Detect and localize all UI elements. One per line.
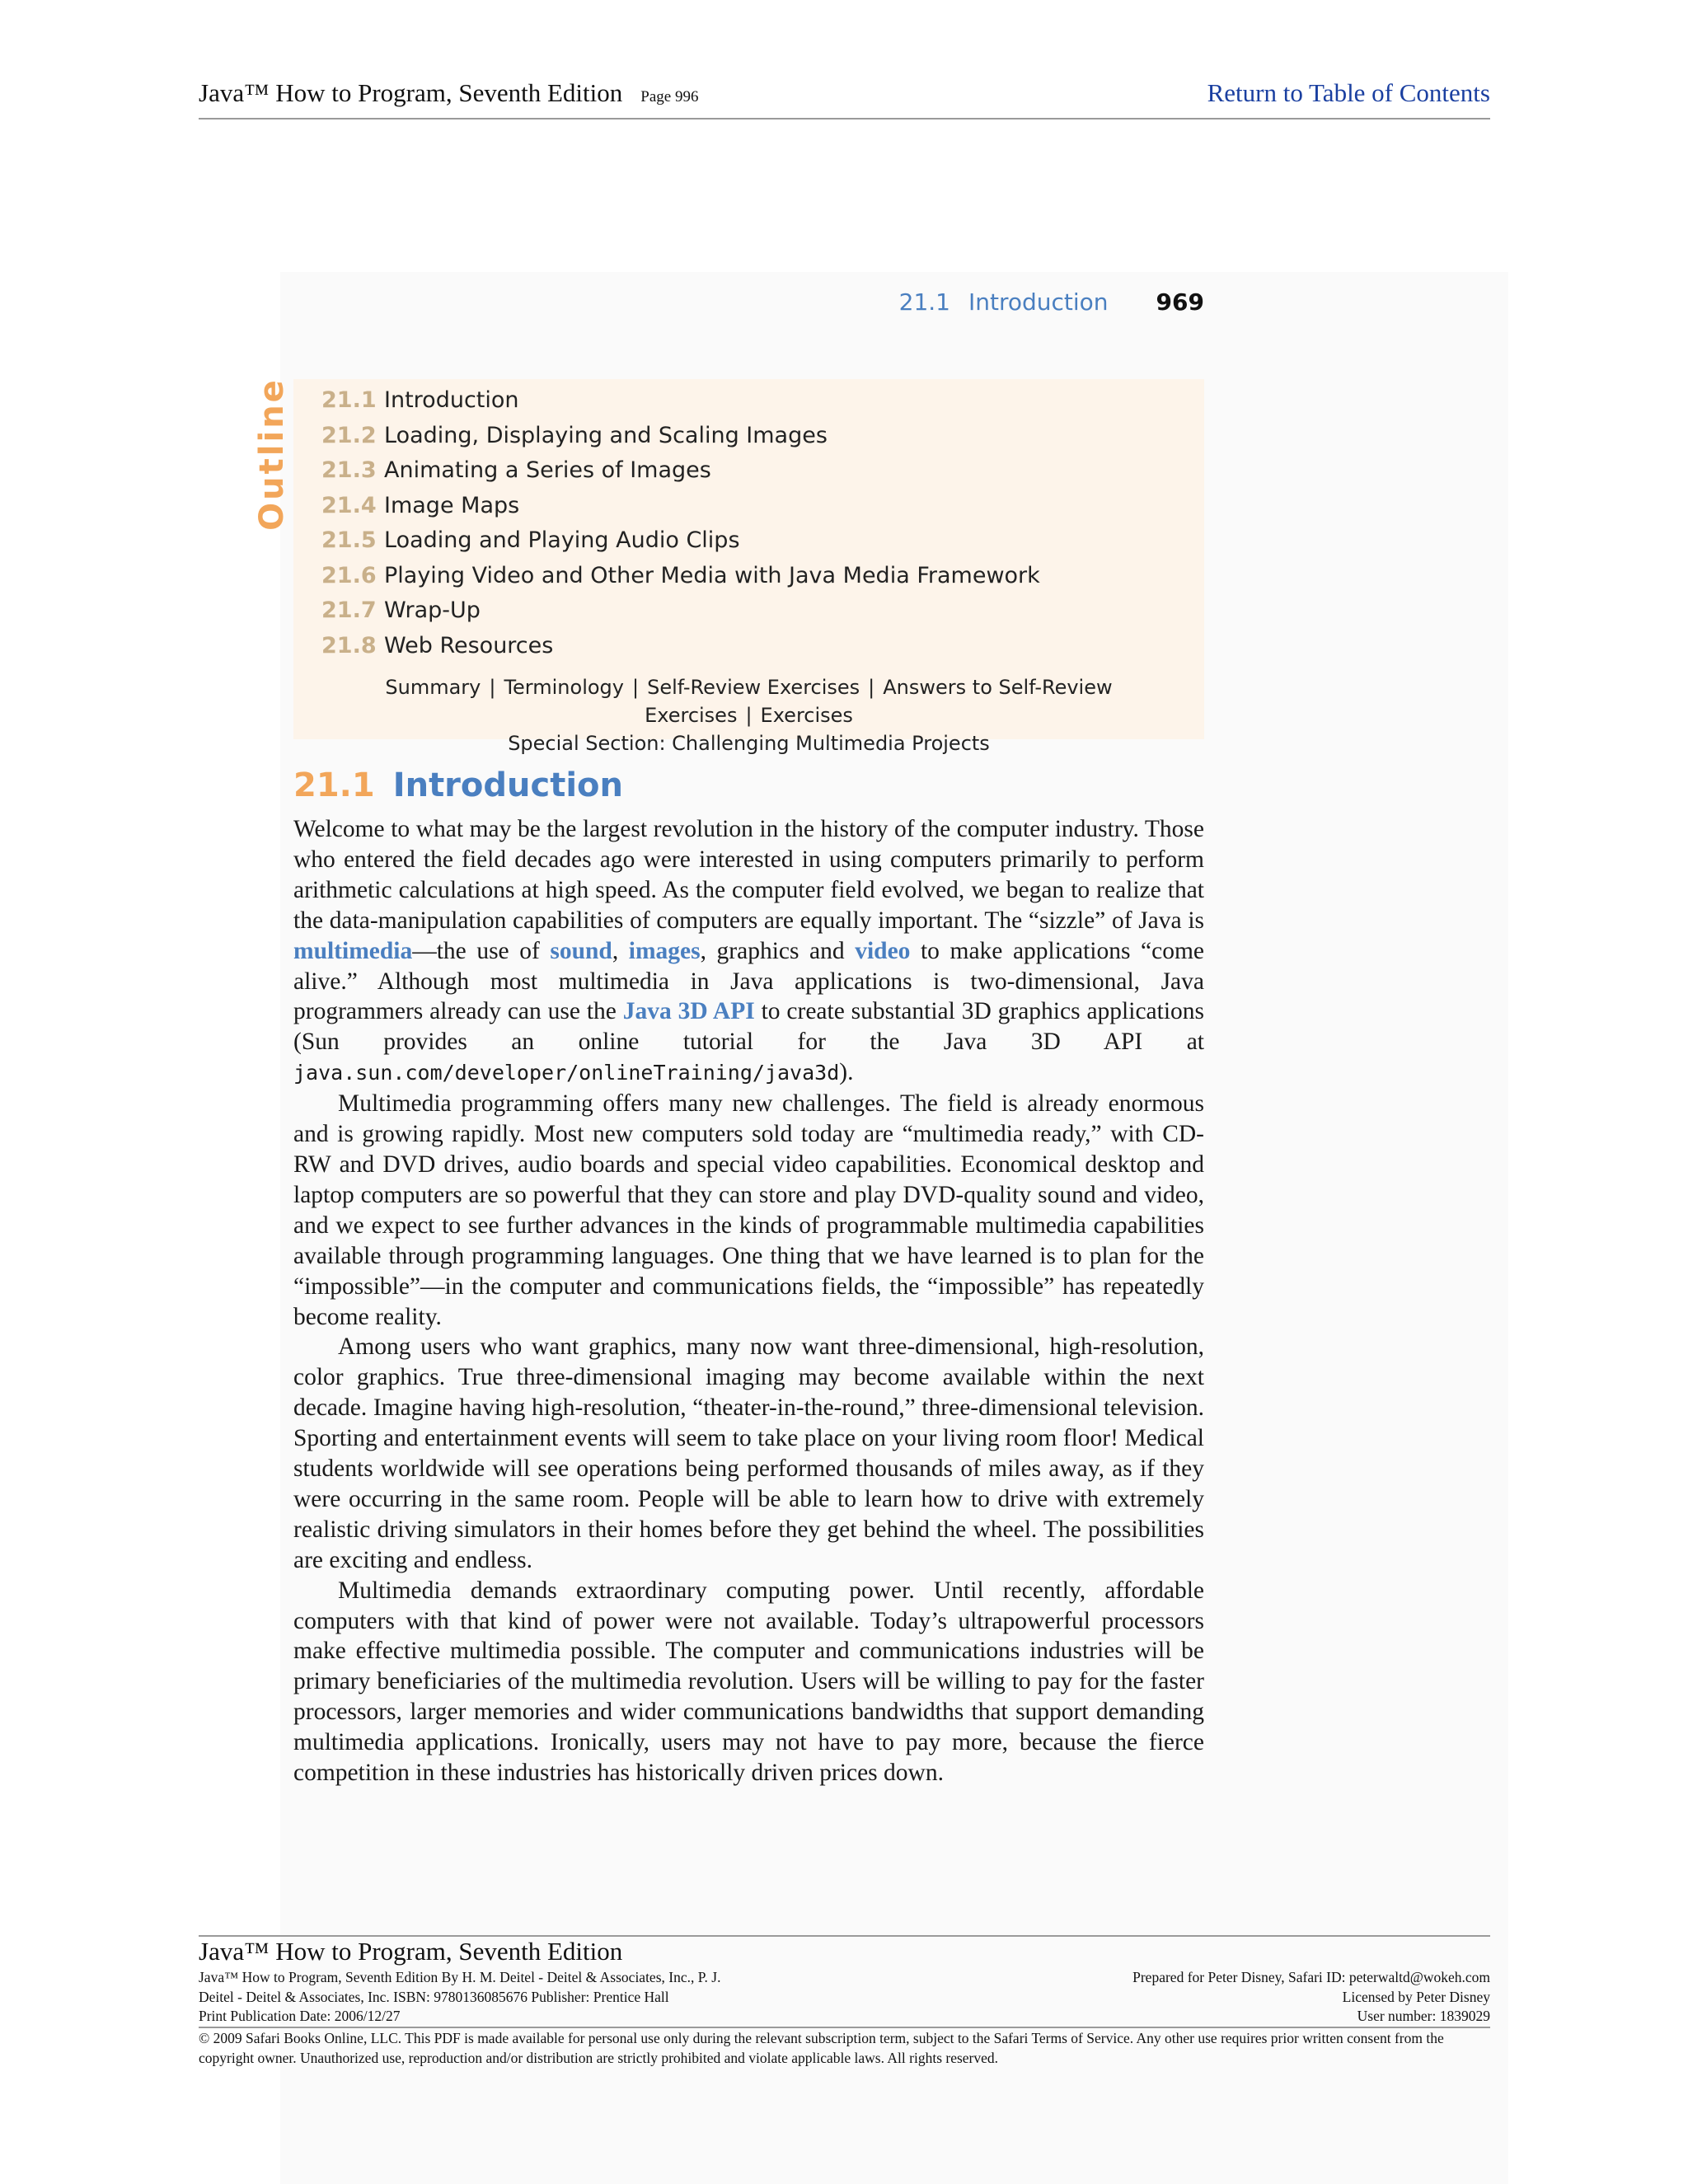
text-run: to create substantial 3D graphics applications (Sun provides an online tutorial for the Java 3D API at [293, 998, 1204, 1056]
header-page-number: Page 996 [640, 88, 699, 105]
outline-item[interactable] [321, 453, 1040, 489]
outline-list [321, 383, 1040, 663]
return-to-toc-link[interactable]: Return to Table of Contents [1207, 78, 1490, 107]
outline-item-label: Animating a Series of Images [384, 457, 711, 483]
running-head-section-number: 21.1 [898, 288, 950, 316]
text-run: Welcome to what may be the largest revolution in the history of the computer industry. Those who entered the field decades ago were interested in using computers primarily to perform arithmetic calculations at high speed. As the computer field evolved, we began to realize that the data-manipulation capabilities of computers are equally important. The “sizzle” of Java is [293, 816, 1204, 934]
outline-item-label: Loading, Displaying and Scaling Images [384, 422, 828, 448]
outline-label-text: Outline [253, 377, 291, 531]
text-run: —the use of [412, 937, 551, 964]
running-head [824, 288, 1204, 316]
header-title-text: Java™ How to Program, Seventh Edition [199, 78, 623, 107]
footer-publication-info [199, 1968, 720, 2027]
outline-item[interactable] [321, 383, 1040, 419]
outline-side-label [252, 377, 292, 531]
footer-right-line: Prepared for Peter Disney, Safari ID: peterwaltd@wokeh.com [1132, 1969, 1490, 1985]
outline-end-matter [293, 673, 1204, 757]
java3d-tutorial-url: java.sun.com/developer/onlineTraining/java3d [293, 1061, 840, 1085]
outline-answers-link[interactable]: Answers to Self-Review Exercises [645, 676, 1113, 727]
term-java-3d-api: Java 3D API [622, 998, 755, 1025]
outline-item[interactable] [321, 559, 1040, 594]
page-header [199, 78, 1490, 120]
header-book-title [199, 78, 698, 108]
outline-item-number: 21.8 [321, 632, 377, 658]
paragraph-3: Among users who want graphics, many now want three-dimensional, high-resolution, color graphics. True three-dimensional imaging may become available within the next decade. Imagine having high-resolution, “theater-in-the-round,” three-dimensional television. Sporting and entertainment events will seem to take place on your living room floor! Medical students worldwide will see operations being performed thousands of miles away, as if they were occurring in the same room. People will be able to learn how to drive with extremely realistic driving simulators in their homes before they get behind the wheel. The possibilities are exciting and endless. [293, 1333, 1204, 1573]
page-footer [199, 1935, 1490, 2066]
separator: | [745, 704, 753, 727]
footer-left-line: Deitel - Deitel & Associates, Inc. ISBN: 9780136085676 Publisher: Prentice Hall [199, 1988, 669, 2005]
section-heading [293, 766, 623, 804]
outline-item-label: Introduction [384, 387, 519, 413]
outline-summary-link[interactable]: Summary [385, 676, 481, 699]
outline-item-label: Wrap-Up [384, 598, 481, 623]
separator: | [868, 676, 875, 699]
outline-item[interactable] [321, 419, 1040, 454]
footer-book-title: Java™ How to Program, Seventh Edition [199, 1937, 623, 1966]
outline-self-review-link[interactable]: Self-Review Exercises [647, 676, 860, 699]
footer-left-line: Print Publication Date: 2006/12/27 [199, 2008, 401, 2024]
outline-special-section-link[interactable]: Special Section: Challenging Multimedia Projects [508, 732, 990, 755]
outline-end-links [293, 673, 1204, 729]
paragraph-1 [293, 814, 1204, 1089]
section-title: Introduction [392, 766, 623, 804]
term-images: images [628, 937, 701, 964]
outline-item-number: 21.2 [321, 422, 377, 448]
outline-exercises-link[interactable]: Exercises [760, 704, 853, 727]
outline-item[interactable] [321, 593, 1040, 629]
outline-item[interactable] [321, 489, 1040, 524]
text-run: to make applications “come alive.” Although most multimedia in Java applications is two-dimensional, Java programmers already can use the [293, 937, 1205, 1025]
separator: | [631, 676, 640, 699]
running-head-section-title: Introduction [968, 288, 1109, 316]
separator: | [489, 676, 496, 699]
outline-item-number: 21.6 [321, 562, 377, 588]
outline-item[interactable] [321, 523, 1040, 559]
outline-item-label: Loading and Playing Audio Clips [384, 527, 740, 553]
text-run: ). [839, 1059, 854, 1086]
text-run: , [612, 937, 629, 964]
paragraph-4: Multimedia demands extraordinary computing power. Until recently, affordable computers with that kind of power were not available. Today’s ultrapowerful processors make effective multimedia possible. The computer and communications industries will be primary beneficiaries of the multimedia revolution. Users will be willing to pay for the faster processors, larger memories and wider communications bandwidths that support demanding multimedia applications. Ironically, users may not have to pay more, because the fierce competition in these industries has historically driven prices down. [293, 1577, 1204, 1787]
footer-license-info [1132, 1968, 1490, 2027]
outline-item-number: 21.1 [321, 387, 377, 413]
outline-terminology-link[interactable]: Terminology [504, 676, 624, 699]
chapter-outline [293, 379, 1204, 755]
outline-item-label: Image Maps [384, 492, 520, 518]
text-run: , graphics and [700, 937, 856, 964]
footer-left-line: Java™ How to Program, Seventh Edition By H. M. Deitel - Deitel & Associates, Inc., P. J. [199, 1969, 721, 1985]
footer-copyright: © 2009 Safari Books Online, LLC. This PDF is made available for personal use only during the relevant subscription term, subject to the Safari Terms of Service. Any other use requires prior written consent from the copyright owner. Unauthorized use, reproduction and/or distribution are strictly prohibited and violate applicable laws. All rights reserved. [199, 2027, 1490, 2068]
outline-item-number: 21.5 [321, 527, 377, 553]
outline-item-number: 21.4 [321, 492, 377, 518]
outline-item-label: Playing Video and Other Media with Java Media Framework [384, 562, 1040, 588]
running-head-page-number: 969 [1156, 288, 1204, 316]
paragraph-2: Multimedia programming offers many new challenges. The field is already enormous and is growing rapidly. Most new computers sold today are “multimedia ready,” with CD-RW and DVD drives, audio boards and special video capabilities. Economical desktop and laptop computers are so powerful that they can store and play DVD-quality sound and video, and we expect to see further advances in the kinds of programmable multimedia capabilities available through programming languages. One thing that we have learned is to plan for the “impossible”—in the computer and communications fields, the “impossible” has repeatedly become reality. [293, 1090, 1204, 1330]
outline-item-number: 21.3 [321, 457, 377, 483]
footer-right-line: Licensed by Peter Disney [1342, 1988, 1490, 2005]
term-multimedia: multimedia [293, 937, 413, 964]
outline-item[interactable] [321, 629, 1040, 664]
section-body [293, 814, 1204, 1788]
outline-item-label: Web Resources [384, 632, 554, 658]
term-video: video [855, 937, 911, 964]
term-sound: sound [550, 937, 612, 964]
outline-item-number: 21.7 [321, 598, 377, 623]
footer-right-line: User number: 1839029 [1357, 2008, 1490, 2024]
section-number: 21.1 [293, 766, 375, 804]
